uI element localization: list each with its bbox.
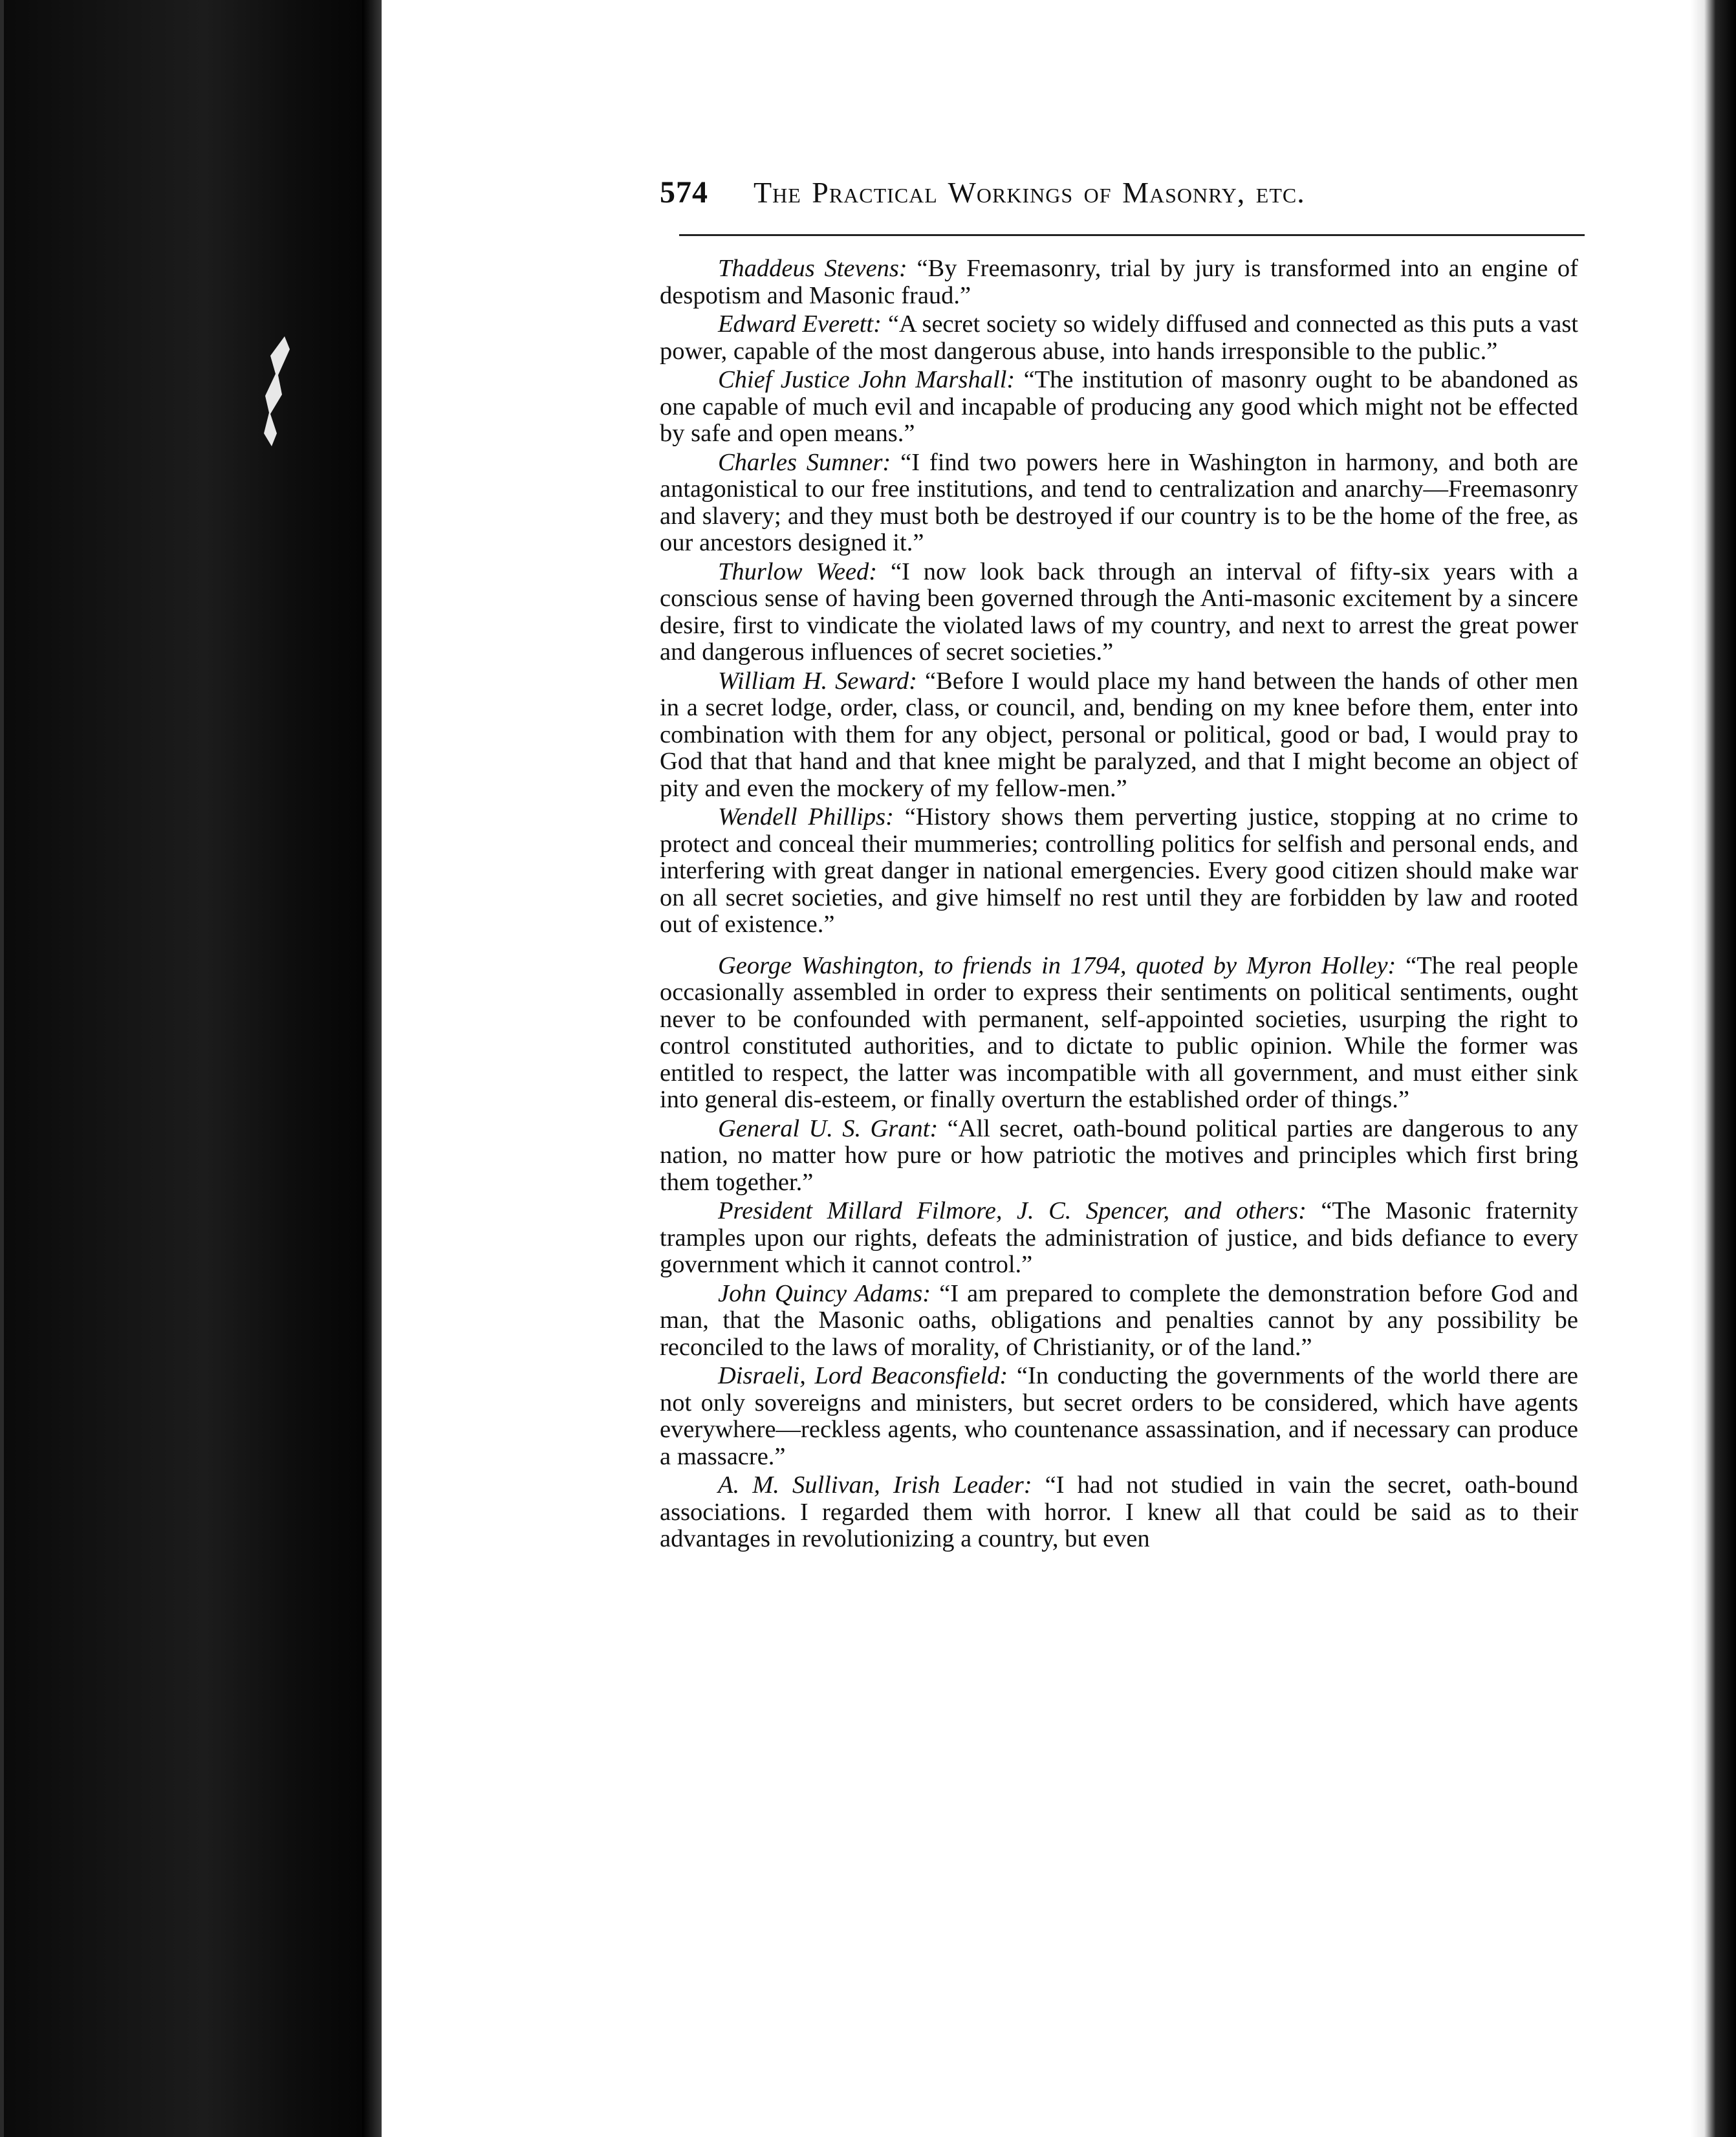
page-header — [660, 175, 1604, 220]
quote-paragraph — [660, 367, 1578, 448]
quote-paragraph — [660, 311, 1578, 365]
quote-text: “By Freemasonry, trial by jury is transformed into an engine of despotism and Masonic fraud.” — [660, 255, 1578, 309]
quote-speaker: Thaddeus Stevens: — [718, 255, 907, 282]
quote-text: “I am prepared to complete the demonstration before God and man, that the Masonic oaths, obligations and penalties cannot by any possibility be reconciled to the laws of morality, of Christianity, or of the land.” — [660, 1279, 1578, 1361]
quote-text: “A secret society so widely diffused and connected as this puts a vast power, capable of the most dangerous abuse, into hands irresponsible to the public.” — [660, 310, 1578, 365]
quote-paragraph — [660, 1281, 1578, 1361]
page-number: 574 — [660, 175, 708, 210]
quote-speaker: A. M. Sullivan, Irish Leader: — [718, 1471, 1032, 1499]
quote-paragraph — [660, 1198, 1578, 1279]
quote-text: “History shows them perverting justice, stopping at no crime to protect and conceal their mummeries; controlling politics for selfish and personal ends, and interfering with great danger in national emergencies. Every good citizen should make war on all secret societies, and give himself no rest until they are forbidden by law and rooted out of existence.” — [660, 803, 1578, 938]
quote-text: “All secret, oath-bound political parties are dangerous to any nation, no matter how pure or how patriotic the motives and principles which first bring them together.” — [660, 1114, 1578, 1196]
quote-text: “In conducting the governments of the world there are not only sovereigns and ministers, but secret orders to be considered, which have agents everywhere—reckless agents, who countenance assassination, and if necessary can produce a massacre.” — [660, 1362, 1578, 1470]
quote-speaker: Charles Sumner: — [718, 448, 891, 476]
quote-speaker: President Millard Filmore, J. C. Spencer, and others: — [718, 1197, 1307, 1224]
quote-speaker: George Washington, to friends in 1794, quoted by Myron Holley: — [718, 951, 1396, 979]
quote-paragraph — [660, 668, 1578, 803]
book-binding-shadow — [0, 0, 372, 2137]
quote-speaker: Edward Everett: — [718, 310, 882, 338]
book-page — [660, 175, 1604, 1555]
quote-paragraph — [660, 953, 1578, 1114]
quote-speaker: Wendell Phillips: — [718, 803, 894, 830]
quote-paragraph — [660, 1363, 1578, 1470]
quote-paragraph — [660, 255, 1578, 309]
quote-speaker: Chief Justice John Marshall: — [718, 366, 1015, 393]
quote-text: “I now look back through an interval of fifty-six years with a conscious sense of having been governed through the Anti-masonic excitement by a sincere desire, first to vindicate the violated laws of my country, and next to arrest the great power and dangerous influences of secret societies.” — [660, 558, 1578, 666]
quote-speaker: General U. S. Grant: — [718, 1114, 939, 1142]
quote-text: “The Masonic fraternity tramples upon our rights, defeats the administration of justice, and bids defiance to every government which it cannot control.” — [660, 1197, 1578, 1278]
quote-text: “I find two powers here in Washington in harmony, and both are antagonistical to our free institutions, and tend to centralization and anarchy—Freemasonry and slavery; and they must both be destroyed if our country is to be the home of the free, as our ancestors designed it.” — [660, 448, 1579, 556]
binding-page-edge — [362, 0, 382, 2137]
quote-paragraph — [660, 804, 1578, 938]
quote-text: “I had not studied in vain the secret, oath-bound associations. I regarded them with horror. I knew all that could be said as to their advantages in revolutionizing a country, but even — [660, 1471, 1578, 1552]
quote-text: “The real people occasionally assembled in order to express their sentiments on political sentiments, ought never to be confounded with permanent, self-appointed societies, usurping the right to control constituted authorities, and to dictate to public opinion. While the former was entitled to respect, the latter was incompatible with all government, and must either sink into general dis-esteem, or finally overturn the established order of things.” — [660, 951, 1578, 1113]
quote-speaker: William H. Seward: — [718, 667, 917, 695]
quote-speaker: Thurlow Weed: — [718, 558, 878, 585]
paper-fragment-mark — [259, 336, 298, 446]
quote-speaker: John Quincy Adams: — [718, 1279, 931, 1307]
header-rule — [679, 234, 1585, 236]
quotations-body — [660, 255, 1578, 1553]
quote-text: “The institution of masonry ought to be abandoned as one capable of much evil and incapable of producing any good which might not be effected by safe and open means.” — [660, 366, 1578, 447]
quote-paragraph — [660, 559, 1578, 666]
quote-paragraph — [660, 450, 1578, 557]
running-title: The Practical Workings of Masonry, etc. — [754, 176, 1305, 209]
quote-text: “Before I would place my hand between the hands of other men in a secret lodge, order, class, or council, and, bending on my knee before them, enter into combination with them for any object, personal or political, good or bad, I would pray to God that that hand and that knee might be paralyzed, and that I might become an object of pity and even the mockery of my fellow-men.” — [660, 667, 1579, 802]
quote-paragraph — [660, 1472, 1578, 1553]
quote-speaker: Disraeli, Lord Beaconsfield: — [718, 1362, 1008, 1389]
binding-streak — [0, 0, 4, 2137]
quote-paragraph — [660, 1116, 1578, 1197]
right-page-edge — [1691, 0, 1736, 2137]
